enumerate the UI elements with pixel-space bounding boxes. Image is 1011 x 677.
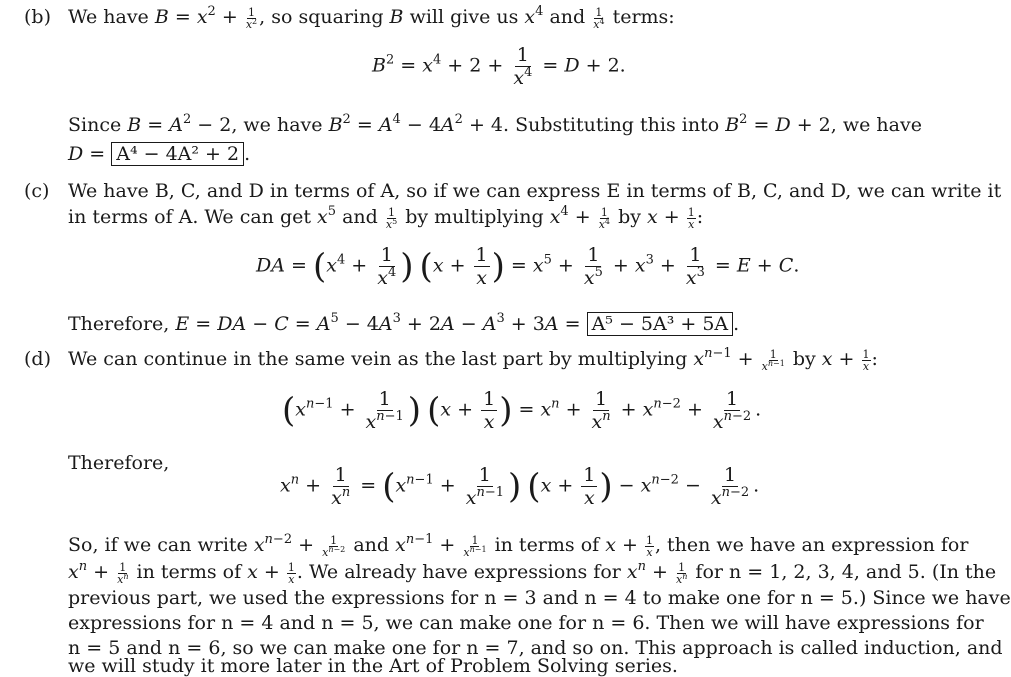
part-b-answer-box: A⁴ − 4A² + 2 bbox=[111, 142, 244, 166]
part-d-therefore: Therefore, bbox=[68, 452, 170, 474]
part-c-answer-box: A⁵ − 5A³ + 5A bbox=[587, 312, 734, 336]
part-d-para-line3: previous part, we used the expressions for n = 3 and n = 4 to make one for n = 5.) Since we have bbox=[68, 587, 1011, 609]
part-b-result: D = A⁴ − 4A² + 2 . bbox=[68, 143, 251, 165]
part-d-line1: We can continue in the same vein as the last part by multiplying $x^{n-1}$ + $\frac{1}{x^{n-1}}$ by x + $\frac{1}{x}$ : bbox=[68, 346, 878, 373]
part-d-para-line2: $x^n$ + $\frac{1}{x^n}$ in terms of x + $\frac{1}{x}$ . We already have expressions for $x^n$ + $\frac{1}{x^n}$ for n = 1, 2, 3, 4, and 5. (In the bbox=[68, 559, 997, 586]
part-d-para-line5: n = 5 and n = 6, so we can make one for n = 7, and so on. This approach is called induction, and bbox=[68, 637, 1003, 659]
equation-da: DA = ($x^4$ + $\frac{1}{x^4}$ ) (x + $\frac{1}{x}$ ) = $x^5$ + $\frac{1}{x^5}$ + $x^3$ + $\frac{1}{x^3}$ = E + C. bbox=[256, 244, 800, 289]
part-b-since-line: Since $B = A^2 - 2$, we have $B^2 = A^4 - 4A^2 + 4$. Substituting this into $B^2 = D + 2$, we have bbox=[68, 112, 922, 136]
part-b-label: (b) bbox=[24, 6, 51, 28]
part-b-intro: We have $B = x^2$ + $\frac{1}{x^2}$ , so squaring B will give us $x^4$ and $\frac{1}{x^4}$ terms: bbox=[68, 4, 675, 31]
part-c-line1: We have B, C, and D in terms of A, so if we can express E in terms of B, C, and D, we can write it bbox=[68, 180, 1002, 202]
part-d-para-line4: expressions for n = 4 and n = 5, we can make one for n = 6. Then we will have expressions for bbox=[68, 612, 984, 634]
part-d-label: (d) bbox=[24, 348, 51, 370]
part-c-label: (c) bbox=[24, 180, 50, 202]
equation-recurrence: $x^n$ + $\frac{1}{x^n}$ = ($x^{n-1}$ + $\frac{1}{x^{n-1}}$ ) (x + $\frac{1}{x}$ ) − $x^{n-2}$ − $\frac{1}{x^{n-2}}$ . bbox=[280, 464, 760, 509]
part-c-result: Therefore, E = DA − $C = A^5 - 4A^3 + 2A - A^3 + 3A = A^5 - 5A^3 + 5A$ . bbox=[68, 311, 740, 335]
equation-product: ($x^{n-1}$ + $\frac{1}{x^{n-1}}$ ) (x + $\frac{1}{x}$ ) = $x^n$ + $\frac{1}{x^n}$ + $x^{n-2}$ + $\frac{1}{x^{n-2}}$ . bbox=[282, 388, 762, 433]
part-c-line2: in terms of A. We can get $x^5$ and $\frac{1}{x^5}$ by multiplying $x^4$ + $\frac{1}{x^4}$ by x + $\frac{1}{x}$ : bbox=[68, 204, 704, 231]
equation-b-squared: $B^2 = x^4 + 2$ + $\frac{1}{x^4}$ = D + 2. bbox=[372, 44, 626, 89]
part-d-para-line6: we will study it more later in the Art of Problem Solving series. bbox=[68, 655, 678, 677]
part-d-para-line1: So, if we can write $x^{n-2}$ + $\frac{1}{x^{n-2}}$ and $x^{n-1}$ + $\frac{1}{x^{n-1}}$ in terms of x + $\frac{1}{x}$ , then we have an expression for bbox=[68, 532, 969, 559]
